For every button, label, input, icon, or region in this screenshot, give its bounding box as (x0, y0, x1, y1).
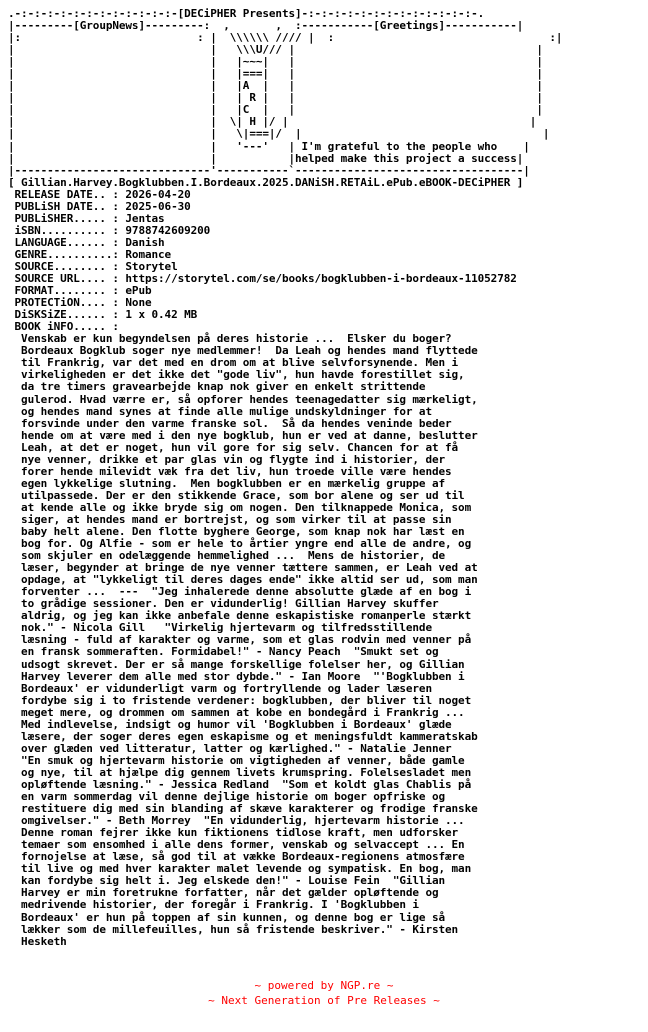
nfo-line: Venskab er kun begyndelsen på deres historie ... Elsker du boger? (8, 332, 452, 346)
nfo-line: "En smuk og hjertevarm historie om vigtigheden af venner, både gamle (8, 753, 465, 767)
nfo-line: forer hende milevidt væk fra det liv, hun troede ville være hendes (8, 464, 452, 478)
nfo-line: Harvey leverer dem alle med stor dybde." - Ian Moore "'Bogklubben i (8, 669, 465, 683)
nfo-line: | | \| H |/ | | (8, 115, 537, 129)
nfo-line: .-:-:-:-:-:-:-:-:-:-:-:-:-[DECiPHER Presents]-:-:-:-:-:-:-:-:-:-:-:-:-:-. (8, 8, 485, 20)
nfo-line: da tre timers gravearbejde knap nok giver en enkelt strittende (8, 380, 426, 394)
nfo-line: iSBN.......... : 9788742609200 (8, 223, 211, 237)
nfo-line: en varm sommerdag vil denne dejlige historie om boger opfriske og (8, 790, 446, 804)
nfo-line: og nye, til at hjælpe dig gennem livets krumspring. Folelsesladet men (8, 765, 472, 779)
nfo-line: meget mere, og drommen om sammen at kobe en bondegård i Frankrig ... (8, 705, 465, 719)
nfo-line: egen lykkelige slutning. Men bogklubben er en mærkelig gruppe af (8, 476, 446, 490)
nfo-line: PROTECTiON.... : None (8, 296, 152, 310)
nfo-line: at kende alle og ikke bryde sig om nogen. Den tilknappede Monica, som (8, 500, 472, 514)
nfo-line: som skjuler en odelæggende hemmelighed ... Mens de historier, de (8, 549, 446, 563)
nfo-line: kan fordybe sig helt i. Jeg elskede den!" - Louise Fein "Gillian (8, 874, 446, 888)
nfo-line: |: : | \\\\\\ //// | : :| (8, 31, 563, 45)
nfo-line: gulerod. Hvad værre er, så opforer hendes teenagedatter sig mærkeligt, (8, 392, 478, 406)
nfo-line: aldrig, og jeg kan ikke anbefale denne eskapistiske romanperle stærkt (8, 609, 472, 623)
nfo-line: læsere, der soger deres egen eskapisme og et meningsfuldt kammeratskab (8, 729, 478, 743)
nfo-line: virkeligheden er det ikke det "gode liv", hun havde forestillet sig, (8, 368, 465, 382)
nfo-line: Bordeaux' er vidunderligt varm og fortryllende og lader læseren (8, 681, 432, 695)
nfo-line: PUBLiSHER..... : Jentas (8, 211, 165, 225)
nfo-line: | | \|===|/ | | (8, 127, 550, 141)
nfo-line: læsning - fuld af karakter og varme, som et glas rodvin med venner på (8, 633, 472, 647)
nfo-line: SOURCE URL.... : https://storytel.com/se/books/bogklubben-i-bordeaux-11052782 (8, 272, 517, 286)
nfo-line: over glæden ved litteratur, latter og kærlighed." - Natalie Jenner (8, 741, 452, 755)
nfo-line: omgivelser." - Beth Morrey "En vidunderlig, hjertevarm historie ... (8, 814, 465, 828)
nfo-line: BOOK iNFO..... : (8, 320, 119, 334)
nfo-line: Med indlevelse, indsigt og humor vil 'Bogklubben i Bordeaux' glæde (8, 717, 452, 731)
nfo-line: FORMAT........ : ePub (8, 284, 152, 298)
nfo-line: opløftende læsning." - Jessica Redland "Som et koldt glas Chablis på (8, 778, 472, 791)
nfo-line: baby helt alene. Den flotte byghere George, som knap nok har læst en (8, 525, 465, 539)
nfo-line: | | |C | | | (8, 103, 543, 117)
nfo-line: LANGUAGE...... : Danish (8, 235, 165, 249)
footer-powered-by: ~ powered by NGP.re ~ (254, 979, 394, 992)
nfo-line: bog for. Og Alfie - som er hele to årtier yngre end alle de andre, og (8, 537, 472, 551)
nfo-line: Bordeaux Bogklub soger nye medlemmer! Da Leah og hendes mand flyttede (8, 344, 478, 358)
nfo-line: opdage, at "lykkeligt til deres dages ende" ikke altid ser ud, som man (8, 573, 478, 587)
nfo-line: til Frankrig, var det med en drom om at blive selvforsynende. Men i (8, 356, 459, 370)
nfo-line: og hendes mand synes at finde alle mulige undskyldninger for at (8, 404, 432, 418)
nfo-line: GENRE..........: Romance (8, 247, 172, 261)
nfo-line: | | \\\U/// | | (8, 43, 543, 57)
nfo-line: restituere dig med sin blanding af skæve karakterer og frodige franske (8, 802, 478, 816)
nfo-line: en fransk sommeraften. Formidabel!" - Nancy Peach "Smukt set og (8, 645, 439, 659)
nfo-line: Leah, at det er noget, hun vil gore for sig selv. Chancen for at få (8, 440, 459, 454)
nfo-line: | | |~~~| | | (8, 55, 543, 69)
nfo-line: lækker som de millefeuilles, hun så fristende beskriver." - Kirsten (8, 922, 459, 936)
nfo-line: læser, begynder at bringe de nye venner tættere sammen, er Leah ved at (8, 561, 478, 575)
nfo-line: forventer ... --- "Jeg inhalerede denne absolutte glæde af en bog i (8, 585, 472, 599)
nfo-line: temaer som ensomhed i alle dens former, venskab og selvaccept ... En (8, 838, 465, 852)
nfo-line: | | |A | | | (8, 79, 543, 93)
nfo-text (8, 8, 644, 948)
footer-tagline: ~ Next Generation of Pre Releases ~ (208, 994, 440, 1007)
nfo-line: Hesketh (8, 934, 67, 948)
nfo-line: [ Gillian.Harvey.Bogklubben.I.Bordeaux.2025.DANiSH.RETAiL.ePub.eBOOK-DECiPHER ] (8, 175, 524, 189)
nfo-line: | | '---' | I'm grateful to the people who | (8, 139, 530, 153)
nfo-line: nye venner, drikke et par glas vin og flygte ind i historier, der (8, 452, 446, 466)
nfo-line: |------------------------------'-----------`-----------------------------------| (8, 163, 530, 177)
nfo-line: utilpassede. Der er den stikkende Grace, som bor alene og ser ud til (8, 488, 465, 502)
nfo-line: nok." - Nicola Gill "Virkelig hjertevarm og tilfredsstillende (8, 621, 432, 635)
nfo-line: til live og med hver karakter malet levende og sympatisk. En bog, man (8, 862, 472, 876)
nfo-line: | | |helped make this project a success| (8, 151, 524, 165)
nfo-line: | | | R | | | (8, 91, 543, 105)
nfo-viewport[interactable] (8, 8, 644, 960)
nfo-line: hende om at være med i den nye bogklub, hun er ved at danne, beslutter (8, 428, 478, 442)
nfo-line: fordybe sig i to fristende verdener: bogklubben, der bliver til noget (8, 693, 472, 707)
nfo-line: |---------[GroupNews]---------: , , :-----------[Greetings]-----------| (8, 19, 524, 33)
nfo-line: to grådige sessioner. Den er vidunderlig! Gillian Harvey skuffer (8, 597, 439, 611)
nfo-line: Denne roman fejrer ikke kun fiktionens tidlose kraft, men udforsker (8, 826, 459, 840)
nfo-line: udsogt skrevet. Der er så mange forskellige folelser her, og Gillian (8, 657, 465, 671)
nfo-line: DiSKSiZE...... : 1 x 0.42 MB (8, 308, 198, 322)
nfo-line: siger, at hendes mand er bortrejst, og som virker til at passe sin (8, 512, 452, 526)
nfo-line: | | |===| | | (8, 67, 543, 81)
nfo-line: Harvey er min foretrukne forfatter, når det gælder opløftende og (8, 886, 439, 900)
nfo-line: forsvinde under den varme franske sol. Så da hendes veninde beder (8, 416, 452, 430)
nfo-line: RELEASE DATE.. : 2026-04-20 (8, 187, 191, 201)
nfo-line: PUBLiSH DATE.. : 2025-06-30 (8, 199, 191, 213)
nfo-line: Bordeaux' er hun på toppen af sin kunnen, og denne bog er lige så (8, 910, 446, 924)
nfo-line: SOURCE........ : Storytel (8, 259, 178, 273)
nfo-line: medrivende historier, der foregår i Frankrig. I 'Bogklubben i (8, 898, 419, 912)
nfo-line: fornojelse at læse, så god til at vække Bordeaux-regionens atmosfære (8, 850, 465, 864)
